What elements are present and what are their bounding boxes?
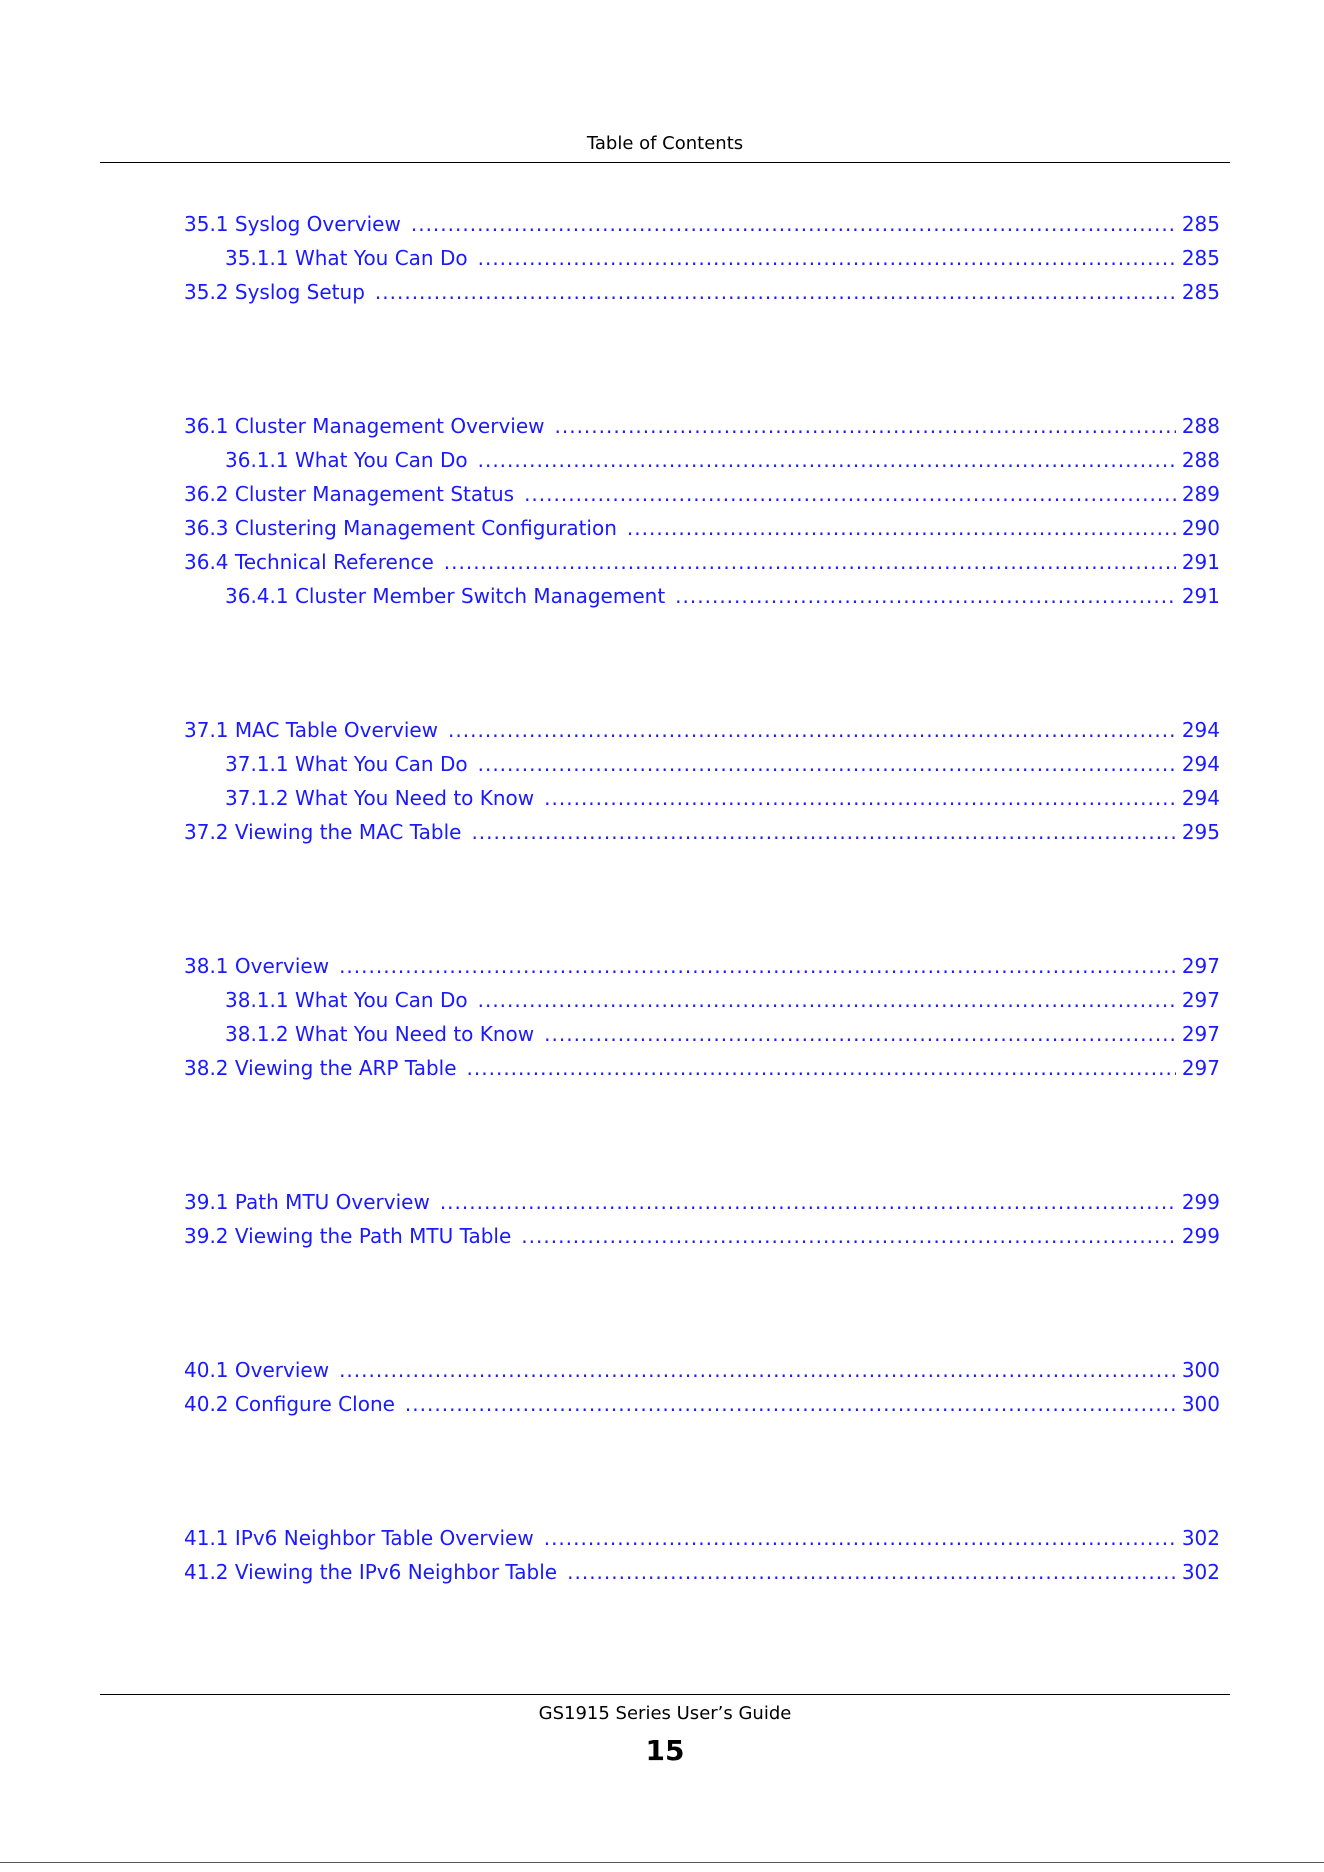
toc-entry-label: 37.2 Viewing the MAC Table bbox=[184, 820, 462, 844]
toc-dot-leader bbox=[411, 207, 1176, 241]
toc-entry-page: 285 bbox=[1181, 246, 1220, 270]
toc-entry-label: 38.1 Overview bbox=[184, 954, 330, 978]
toc-dot-leader bbox=[544, 1017, 1176, 1051]
toc-entry-page: 294 bbox=[1181, 752, 1220, 776]
toc-entry-page: 294 bbox=[1181, 718, 1220, 742]
toc-entry-label: 38.2 Viewing the ARP Table bbox=[184, 1056, 457, 1080]
toc-entry-link[interactable] bbox=[184, 241, 1220, 275]
toc-entry-label: 36.4.1 Cluster Member Switch Management bbox=[225, 584, 666, 608]
toc-group bbox=[184, 949, 1220, 1085]
toc-entry-link[interactable] bbox=[184, 1185, 1220, 1219]
toc-entry-link[interactable] bbox=[184, 477, 1220, 511]
toc-entry-label: 35.1 Syslog Overview bbox=[184, 212, 401, 236]
table-of-contents bbox=[184, 207, 1220, 1689]
toc-group bbox=[184, 1185, 1220, 1253]
toc-entry-label: 41.1 IPv6 Neighbor Table Overview bbox=[184, 1526, 534, 1550]
toc-dot-leader bbox=[339, 949, 1176, 983]
toc-entry-label: 40.2 Configure Clone bbox=[184, 1392, 395, 1416]
toc-entry-label: 37.1 MAC Table Overview bbox=[184, 718, 439, 742]
toc-dot-leader bbox=[448, 713, 1176, 747]
toc-entry-label: 36.1.1 What You Can Do bbox=[225, 448, 468, 472]
toc-entry-link[interactable] bbox=[184, 579, 1220, 613]
toc-entry-link[interactable] bbox=[184, 1521, 1220, 1555]
toc-entry-link[interactable] bbox=[184, 443, 1220, 477]
toc-dot-leader bbox=[478, 443, 1176, 477]
toc-entry-page: 291 bbox=[1181, 584, 1220, 608]
toc-entry-link[interactable] bbox=[184, 275, 1220, 309]
toc-entry-page: 297 bbox=[1181, 1022, 1220, 1046]
toc-entry-page: 297 bbox=[1181, 988, 1220, 1012]
toc-entry-link[interactable] bbox=[184, 815, 1220, 849]
toc-dot-leader bbox=[675, 579, 1176, 613]
toc-group bbox=[184, 713, 1220, 849]
footer-page-number: 15 bbox=[645, 1734, 685, 1767]
toc-group bbox=[184, 1353, 1220, 1421]
toc-dot-leader bbox=[544, 1521, 1176, 1555]
page-header bbox=[100, 128, 1230, 163]
toc-entry-label: 36.2 Cluster Management Status bbox=[184, 482, 515, 506]
toc-entry-link[interactable] bbox=[184, 949, 1220, 983]
toc-entry-label: 36.3 Clustering Management Configuration bbox=[184, 516, 617, 540]
toc-entry-label: 35.1.1 What You Can Do bbox=[225, 246, 468, 270]
toc-entry-link[interactable] bbox=[184, 409, 1220, 443]
toc-entry-link[interactable] bbox=[184, 1051, 1220, 1085]
toc-entry-label: 39.2 Viewing the Path MTU Table bbox=[184, 1224, 512, 1248]
toc-entry-link[interactable] bbox=[184, 1353, 1220, 1387]
toc-entry-page: 291 bbox=[1181, 550, 1220, 574]
toc-group bbox=[184, 1521, 1220, 1589]
toc-entry-label: 40.1 Overview bbox=[184, 1358, 330, 1382]
toc-entry-page: 299 bbox=[1181, 1190, 1220, 1214]
toc-entry-label: 37.1.1 What You Can Do bbox=[225, 752, 468, 776]
toc-group bbox=[184, 409, 1220, 613]
toc-entry-link[interactable] bbox=[184, 207, 1220, 241]
toc-dot-leader bbox=[440, 1185, 1176, 1219]
toc-entry-label: 39.1 Path MTU Overview bbox=[184, 1190, 430, 1214]
toc-group bbox=[184, 207, 1220, 309]
page-footer bbox=[100, 1694, 1230, 1767]
toc-entry-label: 37.1.2 What You Need to Know bbox=[225, 786, 535, 810]
toc-entry-label: 36.1 Cluster Management Overview bbox=[184, 414, 545, 438]
toc-entry-page: 300 bbox=[1181, 1358, 1220, 1382]
toc-entry-label: 41.2 Viewing the IPv6 Neighbor Table bbox=[184, 1560, 558, 1584]
toc-dot-leader bbox=[521, 1219, 1176, 1253]
toc-entry-label: 35.2 Syslog Setup bbox=[184, 280, 365, 304]
toc-entry-link[interactable] bbox=[184, 511, 1220, 545]
toc-dot-leader bbox=[555, 409, 1176, 443]
toc-entry-link[interactable] bbox=[184, 1387, 1220, 1421]
toc-dot-leader bbox=[478, 241, 1176, 275]
toc-entry-page: 288 bbox=[1181, 448, 1220, 472]
page-header-title: Table of Contents bbox=[586, 133, 744, 154]
toc-entry-label: 38.1.2 What You Need to Know bbox=[225, 1022, 535, 1046]
toc-entry-link[interactable] bbox=[184, 1555, 1220, 1589]
toc-entry-link[interactable] bbox=[184, 545, 1220, 579]
toc-dot-leader bbox=[524, 477, 1176, 511]
toc-entry-link[interactable] bbox=[184, 713, 1220, 747]
toc-dot-leader bbox=[339, 1353, 1176, 1387]
toc-entry-link[interactable] bbox=[184, 1219, 1220, 1253]
toc-dot-leader bbox=[567, 1555, 1176, 1589]
footer-guide-title: GS1915 Series User’s Guide bbox=[538, 1703, 792, 1724]
toc-entry-page: 297 bbox=[1181, 1056, 1220, 1080]
toc-dot-leader bbox=[627, 511, 1176, 545]
toc-entry-page: 285 bbox=[1181, 212, 1220, 236]
toc-entry-page: 288 bbox=[1181, 414, 1220, 438]
toc-dot-leader bbox=[375, 275, 1176, 309]
toc-entry-page: 300 bbox=[1181, 1392, 1220, 1416]
toc-entry-link[interactable] bbox=[184, 1017, 1220, 1051]
toc-entry-page: 302 bbox=[1181, 1560, 1220, 1584]
toc-entry-link[interactable] bbox=[184, 781, 1220, 815]
toc-entry-page: 299 bbox=[1181, 1224, 1220, 1248]
toc-dot-leader bbox=[544, 781, 1176, 815]
toc-entry-link[interactable] bbox=[184, 747, 1220, 781]
toc-entry-page: 297 bbox=[1181, 954, 1220, 978]
toc-entry-label: 38.1.1 What You Can Do bbox=[225, 988, 468, 1012]
toc-dot-leader bbox=[444, 545, 1176, 579]
toc-dot-leader bbox=[467, 1051, 1176, 1085]
toc-dot-leader bbox=[478, 983, 1176, 1017]
toc-entry-page: 289 bbox=[1181, 482, 1220, 506]
toc-dot-leader bbox=[478, 747, 1176, 781]
toc-entry-page: 285 bbox=[1181, 280, 1220, 304]
toc-dot-leader bbox=[471, 815, 1175, 849]
toc-entry-page: 290 bbox=[1181, 516, 1220, 540]
toc-dot-leader bbox=[405, 1387, 1176, 1421]
toc-entry-label: 36.4 Technical Reference bbox=[184, 550, 434, 574]
toc-entry-page: 295 bbox=[1181, 820, 1220, 844]
toc-entry-link[interactable] bbox=[184, 983, 1220, 1017]
bottom-divider bbox=[0, 1862, 1324, 1863]
toc-entry-page: 294 bbox=[1181, 786, 1220, 810]
toc-entry-page: 302 bbox=[1181, 1526, 1220, 1550]
